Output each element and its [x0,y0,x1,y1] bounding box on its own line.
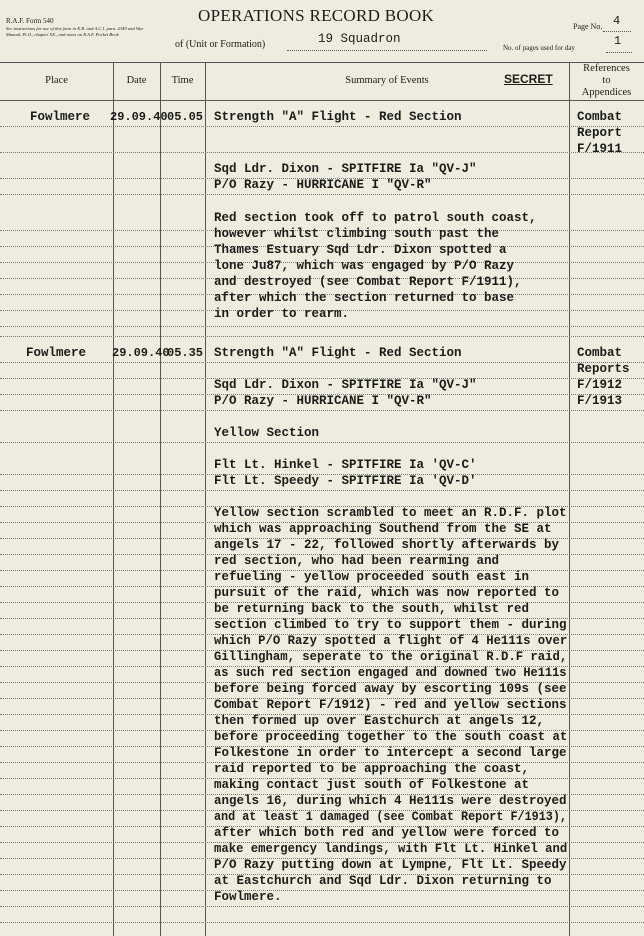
summary-line: raid reported to be approaching the coast, [214,762,530,776]
reference-line: Report [577,126,623,140]
summary-line: before proceeding together to the south coast at [214,730,568,744]
summary-line: P/O Razy - HURRICANE I "QV-R" [214,178,432,192]
summary-line: which was approaching Southend from the SE at [214,522,552,536]
summary-line: Folkestone in order to intercept a second large [214,746,567,760]
summary-line: Strength "A" Flight - Red Section [214,346,462,360]
summary-line: Flt Lt. Hinkel - SPITFIRE Ia 'QV-C' [214,458,477,472]
ruled-line [0,906,644,907]
entry-date: 29.09.40 [110,110,168,124]
column-header-time: Time [171,75,194,86]
ruled-line [0,362,644,363]
summary-line: make emergency landings, with Flt Lt. Hinkel and [214,842,568,856]
pages-used-label: No. of pages used for day [503,44,575,52]
entry-date: 29.09.40 [112,346,170,360]
ruled-line [0,326,644,327]
secret-marking: SECRET [504,72,553,86]
column-header-place: Place [45,75,68,86]
summary-line: refueling - yellow proceeded south east in [214,570,530,584]
summary-line: at Eastchurch and Sqd Ldr. Dixon returning to [214,874,552,888]
pages-used-value: 1 [614,34,622,48]
column-header-summary: Summary of Events [345,75,429,86]
summary-line: P/O Razy putting down at Lympne, Flt Lt. Speedy [214,858,567,872]
summary-line: Gillingham, seperate to the original R.D.F raid, [214,650,568,664]
summary-line: after which both red and yellow were forced to [214,826,560,840]
summary-line: Combat Report F/1912) - red and yellow sections [214,698,567,712]
summary-line: Flt Lt. Speedy - SPITFIRE Ia 'QV-D' [214,474,477,488]
summary-line: angels 17 - 22, followed shortly afterwards by [214,538,560,552]
summary-line: which P/O Razy spotted a flight of 4 He111s over [214,634,568,648]
page-number-value: 4 [613,14,621,28]
references-header-line: to [602,75,611,86]
entry-time: 05.05 [167,110,204,124]
summary-line: section climbed to try to support them - during [214,618,567,632]
summary-line: Yellow section scrambled to meet an R.D.F. plot [214,506,567,520]
summary-line: Yellow Section [214,426,320,440]
reference-line: Reports [577,362,630,376]
summary-line: as such red section engaged and downed two He111s [214,666,567,680]
reference-line: Combat [577,110,623,124]
ruled-line [0,490,644,491]
header-bottom-rule [0,100,644,101]
entry-place: Fowlmere [30,110,91,124]
summary-line: and at least 1 damaged (see Combat Report F/1913), [214,810,567,824]
ruled-line [0,126,644,127]
summary-line: making contact just south of Folkestone at [214,778,530,792]
summary-line: Strength "A" Flight - Red Section [214,110,462,124]
summary-line: lone Ju87, which was engaged by P/O Razy [214,259,515,273]
unit-value: 19 Squadron [318,32,401,46]
summary-line: after which the section returned to base [214,291,515,305]
entry-place: Fowlmere [26,346,87,360]
summary-line: red section, who had been rearming and [214,554,500,568]
summary-line: Red section took off to patrol south coast, [214,211,537,225]
ruled-line [0,194,644,195]
reference-line: F/1913 [577,394,623,408]
entry-time: 05.35 [167,346,204,360]
summary-line: however whilst climbing south past the [214,227,500,241]
column-header-date: Date [126,75,147,86]
summary-line: Sqd Ldr. Dixon - SPITFIRE Ia "QV-J" [214,378,477,392]
page-title: OPERATIONS RECORD BOOK [198,6,435,25]
ruled-line [0,890,644,891]
ruled-line [0,410,644,411]
summary-line: before being forced away by escorting 109s (see [214,682,567,696]
summary-line: angels 16, during which 4 He111s were destroyed [214,794,567,808]
summary-line: then formed up over Eastchurch at angels 12, [214,714,545,728]
reference-line: F/1912 [577,378,623,392]
summary-line: P/O Razy - HURRICANE I "QV-R" [214,394,432,408]
ruled-line [0,336,644,337]
ruled-line [0,152,644,153]
summary-line: be returning back to the south, whilst red [214,602,530,616]
form-number: R.A.F. Form 540 [6,17,54,25]
summary-line: in order to rearm. [214,307,350,321]
summary-line: Fowlmere. [214,890,282,904]
references-header-line: Appendices [581,87,632,98]
reference-line: F/1911 [577,142,623,156]
ruled-line [0,442,644,443]
page-number-dotted-line [603,31,631,32]
pages-used-dotted-line [606,52,632,53]
unit-dotted-line [287,50,487,51]
unit-label: of (Unit or Formation) [175,39,266,50]
summary-line: pursuit of the raid, which was now reported to [214,586,560,600]
summary-line: Sqd Ldr. Dixon - SPITFIRE Ia "QV-J" [214,162,477,176]
references-header-line: References [583,63,630,74]
page-number-label: Page No. [573,22,603,31]
summary-line: Thames Estuary Sqd Ldr. Dixon spotted a [214,243,507,257]
reference-line: Combat [577,346,623,360]
ruled-line [0,922,644,923]
form-instructions-note: See instructions for use of this form in K.R. and A.C.I. para. 2349 and War Manual, Pt II., chapter XX., and notes on R.A.F. Pocket Book [6,26,144,37]
summary-line: and destroyed (see Combat Report F/1911), [214,275,522,289]
column-header-references [569,62,644,100]
